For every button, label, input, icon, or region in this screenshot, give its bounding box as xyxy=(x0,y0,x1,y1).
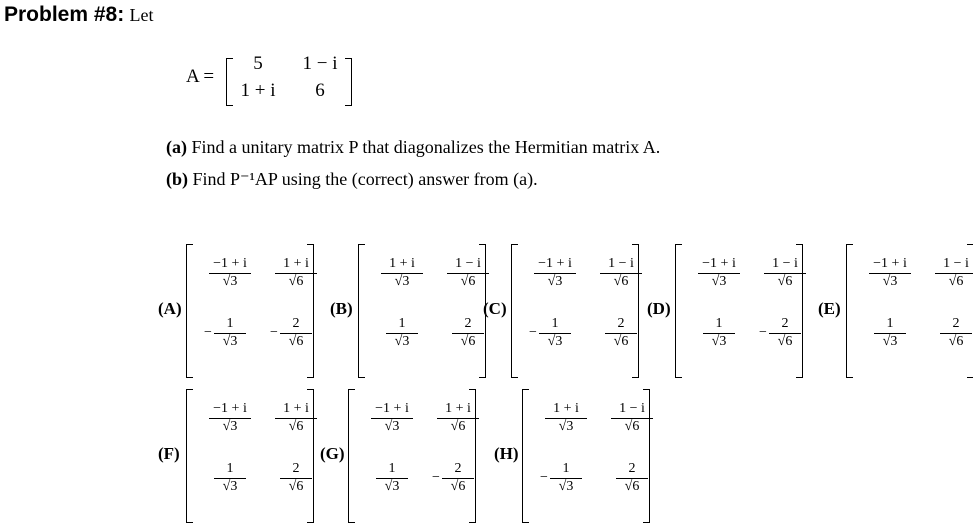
matrix-a-entry-12: 1 − i xyxy=(302,53,338,74)
option-matrix xyxy=(675,244,803,378)
entry-numerator: 1 + i xyxy=(283,401,309,416)
entry-numerator: 2 xyxy=(454,461,462,476)
entry-sign: − xyxy=(540,470,548,485)
matrix-entry xyxy=(539,316,571,352)
matrix-entry xyxy=(935,256,973,292)
matrix-a-entry-11: 5 xyxy=(253,53,263,74)
entry-numerator: 2 xyxy=(628,461,636,476)
entry-numerator: 2 xyxy=(292,461,300,476)
problem-title xyxy=(4,2,153,27)
entry-numerator: 2 xyxy=(464,316,472,331)
matrix-entry xyxy=(611,401,653,437)
matrix-entry xyxy=(275,256,317,292)
part-b-label: (b) xyxy=(166,169,188,189)
matrix-entry xyxy=(280,461,312,497)
entry-numerator: 1 xyxy=(226,461,234,476)
entry-numerator: 1 + i xyxy=(445,401,471,416)
entry-denominator: √3 xyxy=(222,274,238,289)
entry-sign: − xyxy=(432,470,440,485)
entry-numerator: 1 − i xyxy=(455,256,481,271)
option-label: (B) xyxy=(330,299,353,318)
option-label: (F) xyxy=(158,444,180,463)
part-a-label: (a) xyxy=(166,137,187,157)
entry-numerator: 1 − i xyxy=(608,256,634,271)
matrix-entry xyxy=(534,256,576,292)
entry-denominator: √3 xyxy=(547,334,563,349)
matrix-entry xyxy=(874,316,906,352)
entry-sign: − xyxy=(270,325,278,340)
matrix-entry xyxy=(437,401,479,437)
matrix-entry xyxy=(550,461,582,497)
entry-denominator: √3 xyxy=(558,479,574,494)
left-bracket xyxy=(846,244,853,378)
left-bracket xyxy=(186,389,193,523)
entry-denominator: √6 xyxy=(288,274,304,289)
matrix-entry xyxy=(371,401,413,437)
matrix-entry xyxy=(376,461,408,497)
matrix-entry xyxy=(869,256,911,292)
entry-denominator: √6 xyxy=(460,274,476,289)
option-label: (H) xyxy=(494,444,519,463)
entry-denominator: √6 xyxy=(624,419,640,434)
option-label: (D) xyxy=(647,299,671,318)
entry-numerator: 1 xyxy=(398,316,406,331)
problem-let: Let xyxy=(129,5,154,25)
matrix-entry xyxy=(280,316,312,352)
entry-denominator: √3 xyxy=(558,419,574,434)
matrix-entry xyxy=(214,461,246,497)
left-bracket xyxy=(522,389,529,523)
entry-numerator: 1 xyxy=(551,316,559,331)
matrix-entry xyxy=(769,316,801,352)
entry-denominator: √6 xyxy=(288,479,304,494)
entry-denominator: √6 xyxy=(613,334,629,349)
matrix-entry xyxy=(452,316,484,352)
problem-number: Problem #8: xyxy=(4,3,125,26)
entry-numerator: 1 xyxy=(226,316,234,331)
matrix-entry xyxy=(442,461,474,497)
entry-denominator: √3 xyxy=(547,274,563,289)
matrix-entry xyxy=(703,316,735,352)
matrix-entry xyxy=(209,401,251,437)
part-b-text: Find P⁻¹AP using the (correct) answer from (a). xyxy=(192,169,538,189)
part-a-text: Find a unitary matrix P that diagonalizes the Hermitian matrix A. xyxy=(191,137,661,157)
option-label: (A) xyxy=(158,299,182,318)
entry-numerator: −1 + i xyxy=(873,256,907,271)
entry-numerator: −1 + i xyxy=(375,401,409,416)
matrix-entry xyxy=(600,256,642,292)
option-matrix xyxy=(358,244,486,378)
matrix-entry xyxy=(447,256,489,292)
entry-numerator: 2 xyxy=(617,316,625,331)
entry-denominator: √6 xyxy=(450,419,466,434)
left-bracket xyxy=(186,244,193,378)
part-a xyxy=(166,137,660,158)
entry-denominator: √3 xyxy=(394,334,410,349)
entry-numerator: −1 + i xyxy=(213,401,247,416)
entry-denominator: √3 xyxy=(222,334,238,349)
entry-denominator: √3 xyxy=(882,274,898,289)
entry-denominator: √3 xyxy=(384,479,400,494)
entry-denominator: √3 xyxy=(711,274,727,289)
matrix-entry xyxy=(605,316,637,352)
left-bracket xyxy=(675,244,682,378)
entry-denominator: √3 xyxy=(882,334,898,349)
entry-numerator: −1 + i xyxy=(538,256,572,271)
matrix-entry xyxy=(940,316,972,352)
entry-numerator: 2 xyxy=(952,316,960,331)
right-bracket xyxy=(345,58,352,106)
entry-denominator: √3 xyxy=(384,419,400,434)
entry-denominator: √6 xyxy=(288,419,304,434)
matrix-entry xyxy=(381,256,423,292)
entry-denominator: √6 xyxy=(624,479,640,494)
option-matrix xyxy=(511,244,639,378)
entry-denominator: √6 xyxy=(450,479,466,494)
left-bracket xyxy=(511,244,518,378)
entry-numerator: 1 + i xyxy=(553,401,579,416)
entry-denominator: √6 xyxy=(948,334,964,349)
entry-numerator: 2 xyxy=(781,316,789,331)
matrix-entry xyxy=(214,316,246,352)
entry-numerator: 1 − i xyxy=(619,401,645,416)
part-b xyxy=(166,169,538,190)
entry-denominator: √6 xyxy=(777,274,793,289)
option-matrix xyxy=(348,389,476,523)
entry-numerator: 1 xyxy=(886,316,894,331)
entry-denominator: √6 xyxy=(948,274,964,289)
matrix-entry xyxy=(545,401,587,437)
entry-sign: − xyxy=(759,325,767,340)
entry-denominator: √6 xyxy=(613,274,629,289)
option-label: (C) xyxy=(483,299,507,318)
matrix-entry xyxy=(616,461,648,497)
matrix-a-definition xyxy=(186,53,386,108)
option-matrix xyxy=(846,244,973,378)
entry-numerator: 1 − i xyxy=(772,256,798,271)
entry-numerator: −1 + i xyxy=(702,256,736,271)
entry-numerator: 1 xyxy=(715,316,723,331)
matrix-entry xyxy=(764,256,806,292)
entry-numerator: 1 + i xyxy=(389,256,415,271)
entry-numerator: 1 xyxy=(562,461,570,476)
left-bracket xyxy=(358,244,365,378)
entry-sign: − xyxy=(529,325,537,340)
entry-numerator: 1 − i xyxy=(943,256,969,271)
entry-denominator: √6 xyxy=(460,334,476,349)
entry-denominator: √3 xyxy=(394,274,410,289)
entry-numerator: 1 xyxy=(388,461,396,476)
entry-numerator: 1 + i xyxy=(283,256,309,271)
matrix-a xyxy=(226,53,352,106)
entry-denominator: √6 xyxy=(777,334,793,349)
matrix-a-lhs: A = xyxy=(186,66,215,87)
entry-numerator: −1 + i xyxy=(213,256,247,271)
matrix-entry xyxy=(209,256,251,292)
entry-denominator: √3 xyxy=(222,479,238,494)
entry-sign: − xyxy=(204,325,212,340)
entry-denominator: √3 xyxy=(222,419,238,434)
option-matrix xyxy=(186,389,314,523)
option-matrix xyxy=(186,244,314,378)
matrix-entry xyxy=(698,256,740,292)
matrix-a-entry-22: 6 xyxy=(315,80,325,101)
option-label: (E) xyxy=(818,299,841,318)
entry-denominator: √6 xyxy=(288,334,304,349)
entry-denominator: √3 xyxy=(711,334,727,349)
option-matrix xyxy=(522,389,650,523)
option-label: (G) xyxy=(320,444,345,463)
matrix-a-entry-21: 1 + i xyxy=(240,80,276,101)
matrix-entry xyxy=(275,401,317,437)
entry-numerator: 2 xyxy=(292,316,300,331)
left-bracket xyxy=(348,389,355,523)
matrix-entry xyxy=(386,316,418,352)
